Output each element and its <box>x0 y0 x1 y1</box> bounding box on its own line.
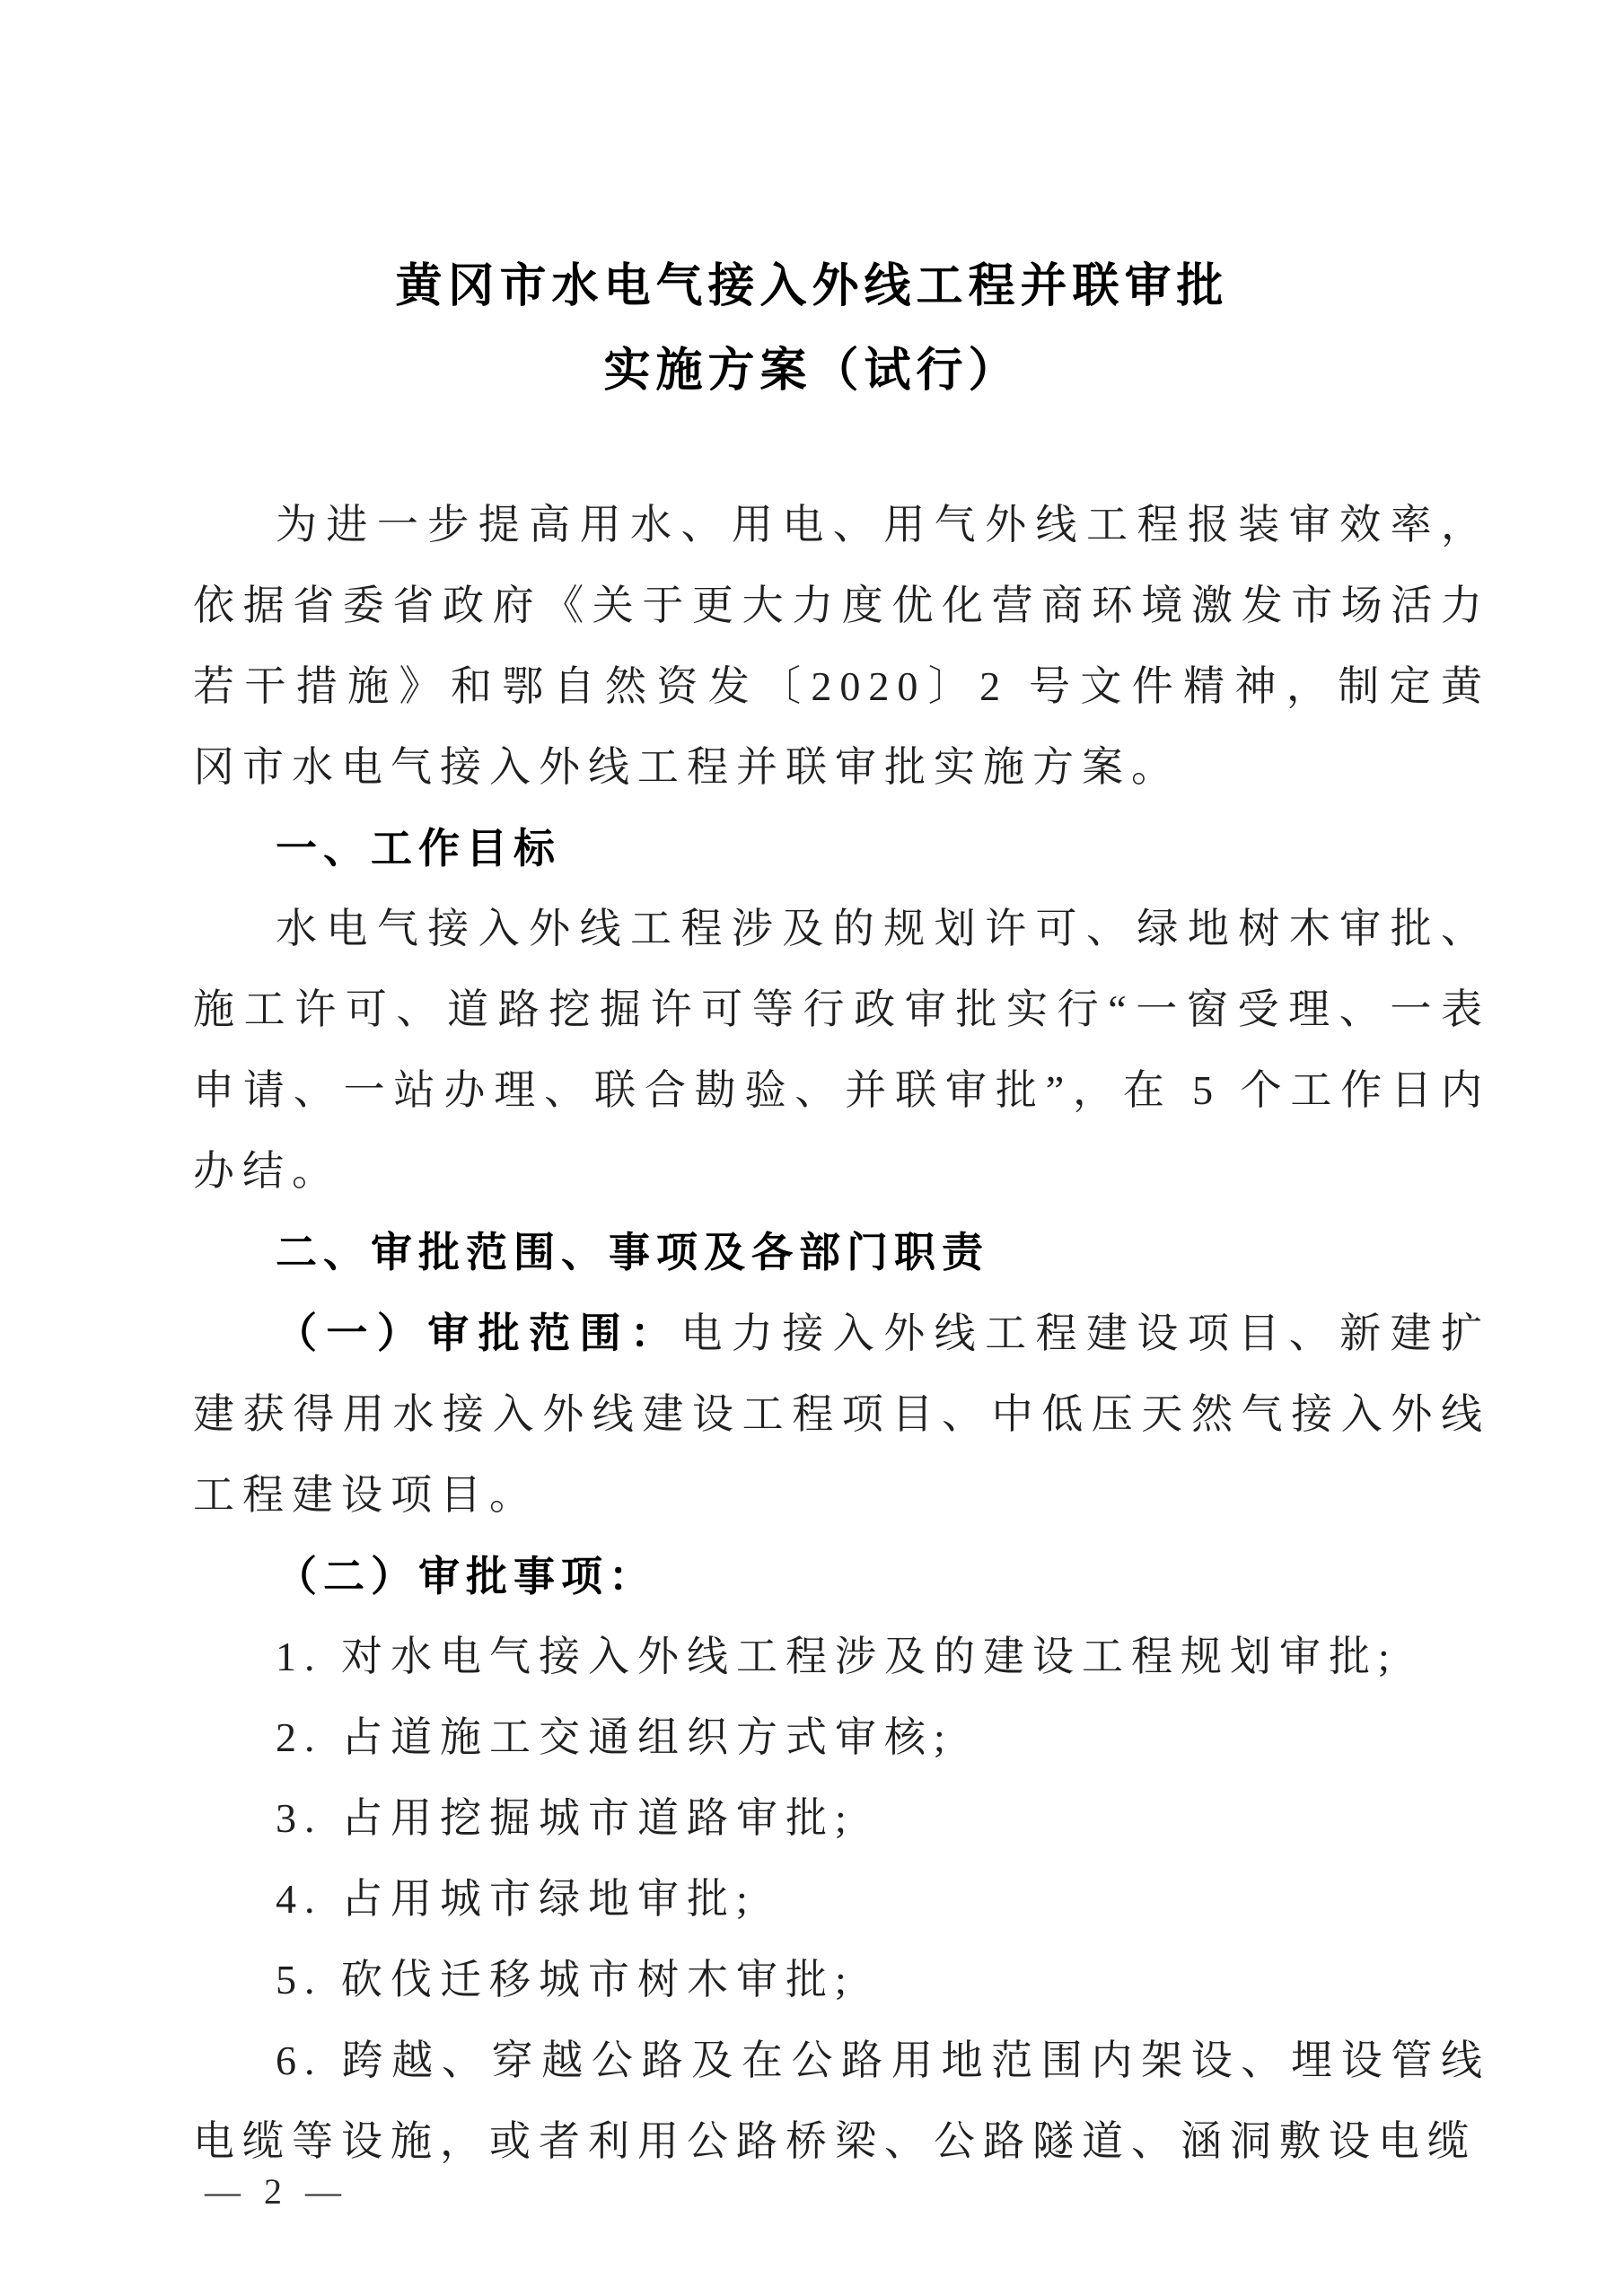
list-item-4: 4. 占用城市绿地审批; <box>276 1876 756 1922</box>
list-item-3: 3. 占用挖掘城市道路审批; <box>276 1795 855 1841</box>
paragraph-work-goal: 水电气接入外线工程涉及的规划许可、绿地树木审批、施工许可、道路挖掘许可等行政审批实行“一窗受理、一表申请、一站办理、联合勘验、并联审批”，在 5 个工作日内办结。 <box>193 906 1490 1194</box>
page-number: — 2 — <box>205 2171 348 2212</box>
heading-scope-section: 二、审批范围、事项及各部门职责 <box>276 1229 989 1275</box>
paragraph-scope <box>193 1293 1490 1536</box>
heading-work-goal: 一、工作目标 <box>276 825 561 872</box>
scope-text: 电力接入外线工程建设项目、新建扩建获得用水接入外线建设工程项目、中低压天然气接入外线工程建设项目。 <box>193 1310 1491 1518</box>
document-title-line2: 实施方案（试行） <box>603 345 1021 397</box>
document-title-line1: 黄冈市水电气接入外线工程并联审批 <box>395 260 1229 312</box>
document-title <box>0 244 1624 413</box>
paragraph-intro: 为进一步提高用水、用电、用气外线工程报装审效率，依据省委省政府《关于更大力度优化营商环境激发市场活力若干措施》和鄂自然资发〔2020〕2 号文件精神，制定黄冈市水电气接入外线工程并联审批实施方案。 <box>193 502 1490 790</box>
list-item-1: 1. 对水电气接入外线工程涉及的建设工程规划审批; <box>276 1634 1398 1679</box>
list-item-5: 5. 砍伐迁移城市树木审批; <box>276 1957 855 2002</box>
list-item-6: 6. 跨越、穿越公路及在公路用地范围内架设、埋设管线电缆等设施，或者利用公路桥梁、公路隧道、涵洞敷设电缆 <box>193 2037 1490 2164</box>
scope-label: （一）审批范围： <box>276 1310 681 1356</box>
list-item-2: 2. 占道施工交通组织方式审核; <box>276 1714 953 1760</box>
document-body <box>193 485 1490 2182</box>
heading-approval-items: （二）审批事项： <box>276 1553 656 1599</box>
